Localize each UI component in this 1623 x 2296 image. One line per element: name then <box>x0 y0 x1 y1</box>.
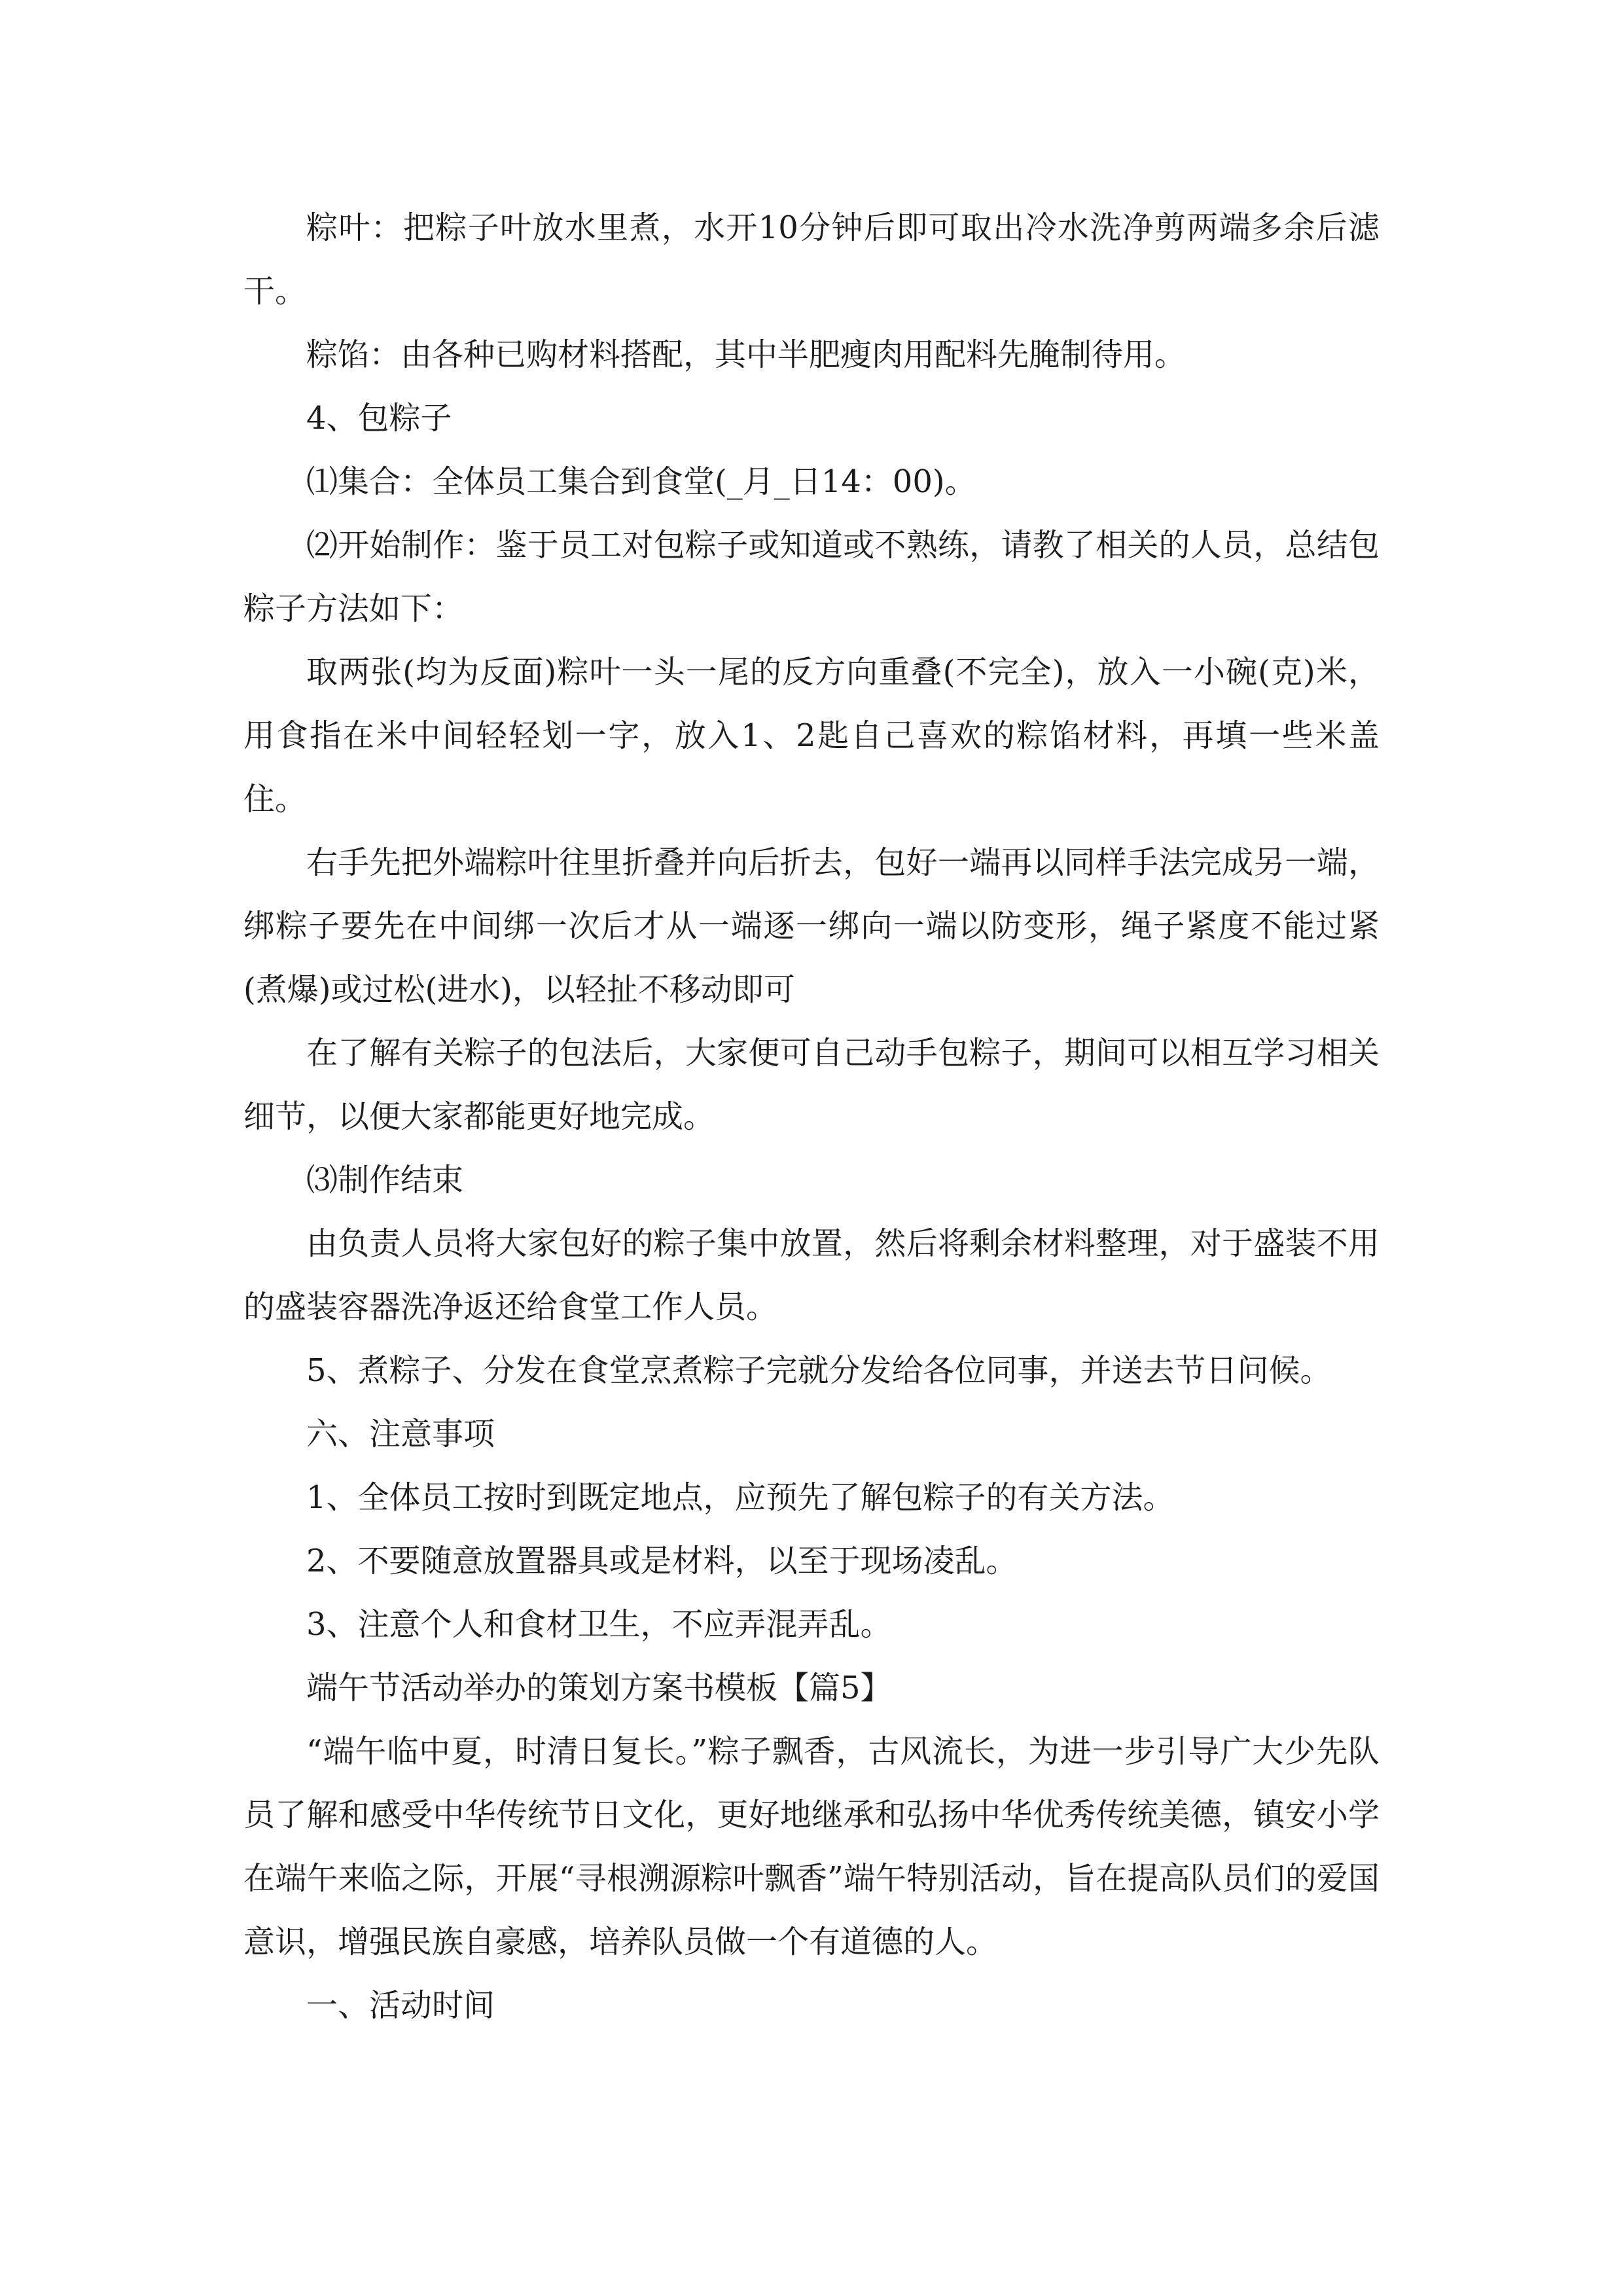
article-title-part-5: 端午节活动举办的策划方案书模板【篇5】 <box>306 1670 892 1706</box>
paragraph-step-1-gather: ⑴集合：全体员工集合到食堂(_月_日14：00)。 <box>306 463 976 500</box>
paragraph-zongye: 粽叶：把粽子叶放水里煮，水开10分钟后即可取出冷水洗净剪两端多余后滤干。 <box>243 209 1380 310</box>
paragraph-note-2: 2、不要随意放置器具或是材料，以至于现场凌乱。 <box>306 1543 1018 1579</box>
paragraph-note-1: 1、全体员工按时到既定地点，应预先了解包粽子的有关方法。 <box>306 1479 1175 1516</box>
paragraph-method-3: 在了解有关粽子的包法后，大家便可自己动手包粽子，期间可以相互学习相关细节，以便大家都能更好地完成。 <box>243 1035 1380 1135</box>
section-heading-notes: 六、注意事项 <box>306 1416 495 1452</box>
paragraph-step-2-make: ⑵开始制作：鉴于员工对包粽子或知道或不熟练，请教了相关的人员，总结包粽子方法如下： <box>243 527 1380 627</box>
paragraph-zongxian: 粽馅：由各种已购材料搭配，其中半肥瘦肉用配料先腌制待用。 <box>306 336 1186 373</box>
paragraph-note-3: 3、注意个人和食材卫生，不应弄混弄乱。 <box>306 1606 892 1643</box>
document-body <box>243 196 1380 2037</box>
paragraph-method-1: 取两张(均为反面)粽叶一头一尾的反方向重叠(不完全)，放入一小碗(克)米，用食指在米中间轻轻划一字，放入1、2匙自己喜欢的粽馅材料，再填一些米盖住。 <box>243 654 1380 817</box>
paragraph-boil-distribute: 5、煮粽子、分发在食堂烹煮粽子完就分发给各位同事，并送去节日问候。 <box>306 1352 1332 1389</box>
paragraph-intro: “端午临中夏，时清日复长。”粽子飘香，古风流长，为进一步引导广大少先队员了解和感受中华传统节日文化，更好地继承和弘扬中华优秀传统美德，镇安小学在端午来临之际，开展“寻根溯源粽叶飘香”端午特别活动，旨在提高队员们的爱国意识，增强民族自豪感，培养队员做一个有道德的人。 <box>243 1733 1380 1960</box>
section-heading-bao-zongzi: 4、包粽子 <box>306 400 452 437</box>
paragraph-cleanup: 由负责人员将大家包好的粽子集中放置，然后将剩余材料整理，对于盛装不用的盛装容器洗净返还给食堂工作人员。 <box>243 1225 1380 1325</box>
paragraph-method-2: 右手先把外端粽叶往里折叠并向后折去，包好一端再以同样手法完成另一端，绑粽子要先在中间绑一次后才从一端逐一绑向一端以防变形，绳子紧度不能过紧(煮爆)或过松(进水)，以轻扯不移动即可 <box>243 844 1380 1008</box>
paragraph-step-3-finish: ⑶制作结束 <box>306 1162 464 1198</box>
section-heading-activity-time: 一、活动时间 <box>306 1987 495 2024</box>
